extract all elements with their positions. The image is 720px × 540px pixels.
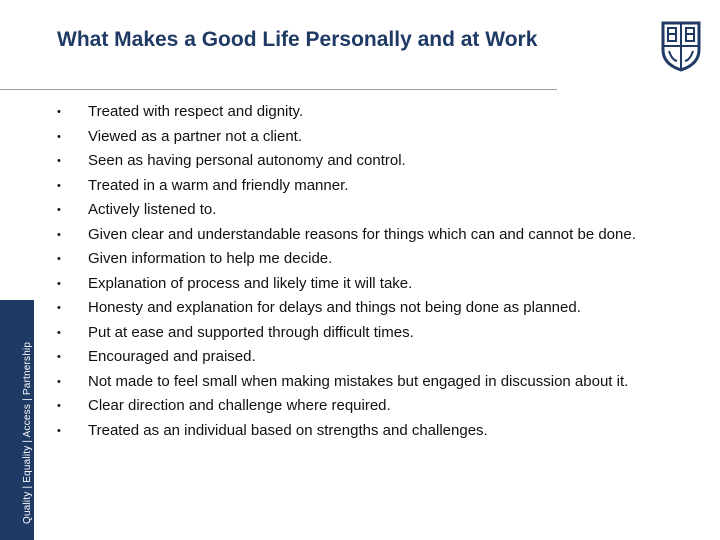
bullet-item	[57, 125, 667, 150]
bullet-item	[57, 394, 667, 419]
bullet-dot-icon: •	[57, 253, 61, 265]
bullet-dot-icon: •	[57, 375, 61, 388]
bullet-dot-icon: •	[57, 155, 61, 167]
bullet-item	[57, 419, 667, 444]
bullet-dot-icon: •	[57, 302, 61, 314]
bullet-item	[57, 370, 667, 395]
bullet-text: Honesty and explanation for delays and things not being done as planned.	[88, 299, 581, 316]
bullet-text: Given clear and understandable reasons for things which can and cannot be done.	[88, 225, 636, 243]
bullet-item	[57, 345, 667, 370]
bullet-item	[57, 174, 667, 199]
bullet-text: Given information to help me decide.	[88, 250, 333, 267]
bullet-item	[57, 321, 667, 346]
bullet-item	[57, 149, 667, 174]
bullet-dot-icon: •	[57, 277, 61, 290]
bullet-dot-icon: •	[57, 106, 61, 118]
bullet-text: Not made to feel small when making mistakes but engaged in discussion about it.	[88, 372, 629, 390]
bullet-text: Treated with respect and dignity.	[88, 103, 304, 120]
bullet-text: Explanation of process and likely time it will take.	[88, 274, 413, 292]
bullet-item	[57, 223, 667, 248]
bullet-item	[57, 272, 667, 297]
slide-title: What Makes a Good Life Personally and at Work	[57, 28, 538, 51]
bullet-text: Actively listened to.	[88, 201, 217, 218]
bullet-dot-icon: •	[57, 179, 61, 192]
bullet-dot-icon: •	[57, 351, 61, 363]
bullet-list	[57, 100, 667, 443]
bullet-dot-icon: •	[57, 400, 61, 412]
shield-crest-icon	[660, 20, 702, 72]
title-divider	[0, 89, 557, 90]
bullet-text: Clear direction and challenge where required.	[88, 397, 391, 414]
bullet-item	[57, 100, 667, 125]
bullet-text: Treated as an individual based on strengths and challenges.	[88, 421, 488, 439]
bullet-dot-icon: •	[57, 424, 61, 437]
bullet-item	[57, 296, 667, 321]
bullet-dot-icon: •	[57, 130, 61, 143]
bullet-item	[57, 247, 667, 272]
bullet-dot-icon: •	[57, 204, 61, 216]
bullet-dot-icon: •	[57, 326, 61, 339]
bullet-text: Seen as having personal autonomy and control.	[88, 152, 406, 169]
bullet-text: Encouraged and praised.	[88, 348, 256, 365]
bullet-text: Treated in a warm and friendly manner.	[88, 176, 349, 194]
bullet-item	[57, 198, 667, 223]
bullet-text: Put at ease and supported through difficult times.	[88, 323, 414, 341]
bullet-dot-icon: •	[57, 228, 61, 241]
bullet-text: Viewed as a partner not a client.	[88, 127, 303, 145]
side-banner-label: Quality | Equality | Access | Partnership	[22, 341, 33, 524]
